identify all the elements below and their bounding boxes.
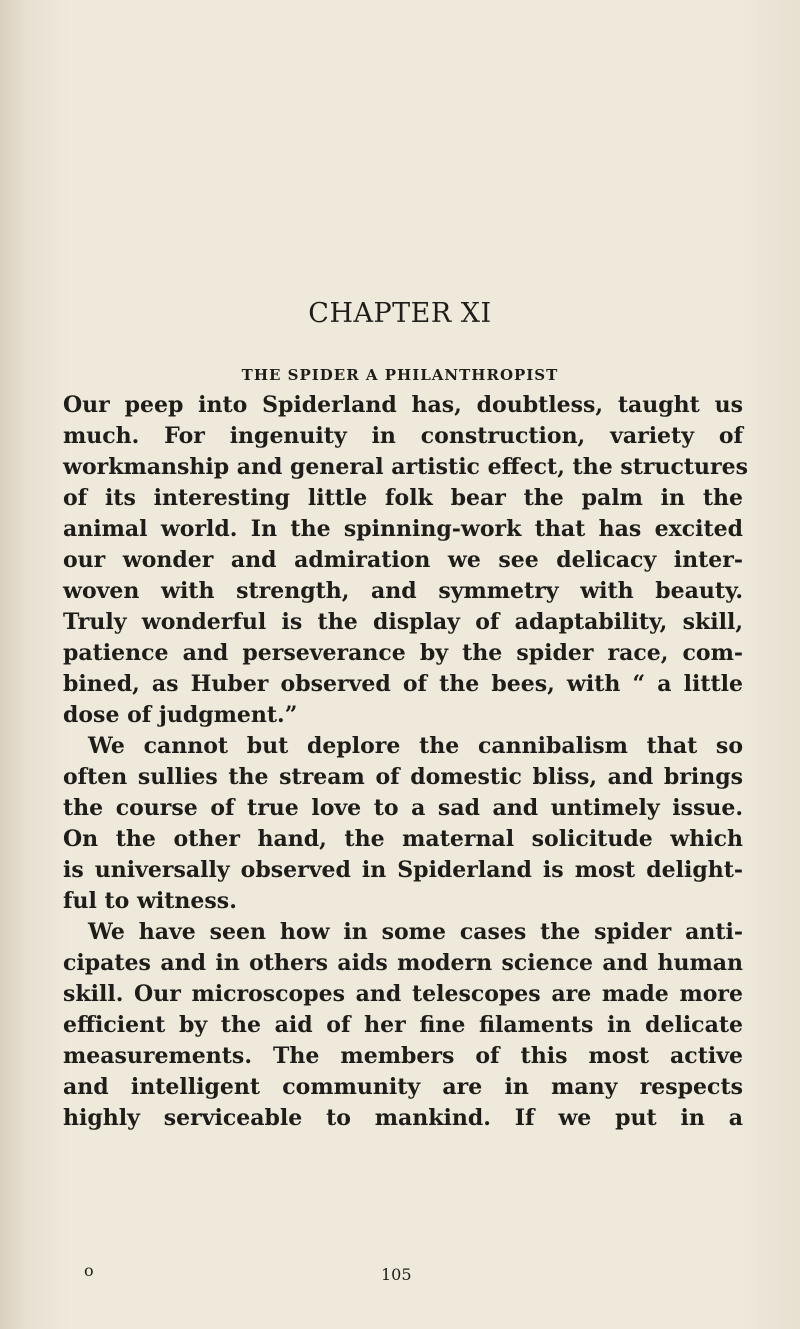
printer-signature-mark: o: [84, 1261, 94, 1280]
body-text: [63, 390, 749, 1134]
text-line: animal world. In the spinning-work that has excited: [63, 516, 743, 542]
page-number: 105: [381, 1265, 412, 1284]
text-line: our wonder and admiration we see delicacy inter-: [63, 547, 743, 573]
page-footer: [0, 1261, 800, 1291]
text-line: dose of judgment.”: [63, 702, 298, 728]
text-line: skill. Our microscopes and telescopes are made more: [63, 981, 743, 1007]
text-line: We cannot but deplore the cannibalism that so: [88, 733, 743, 759]
text-line: cipates and in others aids modern science and human: [63, 950, 743, 976]
paragraph-3: [63, 917, 743, 1134]
chapter-subtitle: THE SPIDER A PHILANTHROPIST: [241, 366, 559, 384]
text-line: is universally observed in Spiderland is most delight-: [63, 857, 743, 883]
paragraph-2: [63, 731, 743, 917]
paragraph-1: [63, 390, 749, 731]
text-line: woven with strength, and symmetry with beauty.: [63, 578, 743, 604]
text-line: and intelligent community are in many respects: [63, 1074, 743, 1100]
text-line: much. For ingenuity in construction, variety of: [63, 423, 743, 449]
text-line: Our peep into Spiderland has, doubtless, taught us: [63, 392, 743, 418]
text-line: bined, as Huber observed of the bees, with “ a little: [63, 671, 743, 697]
text-line: ful to witness.: [63, 888, 237, 914]
text-line: often sullies the stream of domestic bliss, and brings: [63, 764, 743, 790]
text-line: Truly wonderful is the display of adaptability, skill,: [63, 609, 743, 635]
text-line: of its interesting little folk bear the palm in the: [63, 485, 743, 511]
text-line: workmanship and general artistic effect, the structures: [63, 454, 749, 480]
text-line: the course of true love to a sad and untimely issue.: [63, 795, 743, 821]
text-line: We have seen how in some cases the spider anti-: [88, 919, 743, 945]
chapter-title: CHAPTER XI: [308, 298, 492, 329]
text-line: measurements. The members of this most active: [63, 1043, 743, 1069]
text-line: On the other hand, the maternal solicitude which: [63, 826, 743, 852]
text-line: efficient by the aid of her fine filaments in delicate: [63, 1012, 743, 1038]
text-line: highly serviceable to mankind. If we put in a: [63, 1105, 743, 1131]
text-line: patience and perseverance by the spider race, com-: [63, 640, 743, 666]
